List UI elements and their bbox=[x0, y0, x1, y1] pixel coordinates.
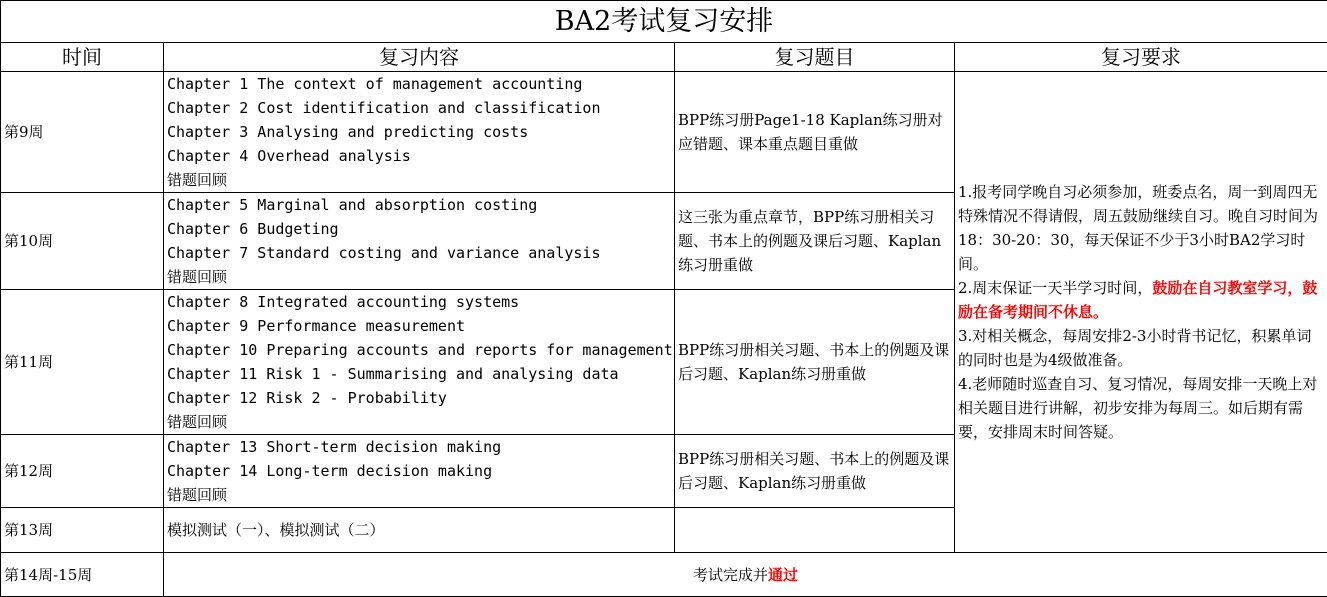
content-line: Chapter 6 Budgeting bbox=[167, 217, 671, 241]
content-cell bbox=[164, 72, 675, 193]
content-line: 错题回顾 bbox=[167, 168, 671, 192]
content-line: Chapter 8 Integrated accounting systems bbox=[167, 290, 671, 314]
content-line: Chapter 2 Cost identification and classification bbox=[167, 96, 671, 120]
final-row-text bbox=[164, 553, 1327, 597]
requirement-item-2 bbox=[958, 276, 1324, 324]
requirement-item-2-highlight: 鼓励在自习教室学习，鼓励在备考期间不休息。 bbox=[958, 279, 1317, 321]
header-requirements: 复习要求 bbox=[955, 43, 1327, 72]
week-cell: 第13周 bbox=[1, 508, 164, 553]
exercises-cell: BPP练习册相关习题、书本上的例题及课后习题、Kaplan练习册重做 bbox=[675, 290, 955, 435]
header-time: 时间 bbox=[1, 43, 164, 72]
content-cell bbox=[164, 290, 675, 435]
content-line: Chapter 1 The context of management accounting bbox=[167, 72, 671, 96]
content-cell bbox=[164, 508, 675, 553]
content-cell bbox=[164, 435, 675, 508]
week-cell: 第10周 bbox=[1, 193, 164, 290]
content-line: 错题回顾 bbox=[167, 483, 671, 507]
content-line: Chapter 13 Short-term decision making bbox=[167, 435, 671, 459]
requirement-item-4: 4.老师随时巡查自习、复习情况，每周安排一天晚上对相关题目进行讲解，初步安排为每周三。如后期有需要，安排周末时间答疑。 bbox=[958, 372, 1324, 444]
content-line: Chapter 7 Standard costing and variance analysis bbox=[167, 241, 671, 265]
week-cell: 第14周-15周 bbox=[1, 553, 164, 597]
exercises-cell: BPP练习册相关习题、书本上的例题及课后习题、Kaplan练习册重做 bbox=[675, 435, 955, 508]
header-content: 复习内容 bbox=[164, 43, 675, 72]
content-line: 错题回顾 bbox=[167, 410, 671, 434]
exercises-cell bbox=[675, 508, 955, 553]
content-line: 模拟测试（一）、模拟测试（二） bbox=[167, 518, 671, 542]
week-cell: 第9周 bbox=[1, 72, 164, 193]
week-cell: 第12周 bbox=[1, 435, 164, 508]
requirement-item-3: 3.对相关概念，每周安排2-3小时背书记忆，积累单词的同时也是为4级做准备。 bbox=[958, 324, 1324, 372]
content-line: Chapter 14 Long-term decision making bbox=[167, 459, 671, 483]
content-line: Chapter 9 Performance measurement bbox=[167, 314, 671, 338]
final-row-prefix: 考试完成并 bbox=[693, 566, 768, 584]
header-exercises: 复习题目 bbox=[675, 43, 955, 72]
content-line: Chapter 10 Preparing accounts and reports for management bbox=[167, 338, 671, 362]
header-row bbox=[1, 43, 1327, 72]
table-row bbox=[1, 72, 1327, 193]
content-line: Chapter 5 Marginal and absorption costing bbox=[167, 193, 671, 217]
requirements-cell bbox=[955, 72, 1327, 553]
content-line: 错题回顾 bbox=[167, 265, 671, 289]
exercises-cell: BPP练习册Page1-18 Kaplan练习册对应错题、课本重点题目重做 bbox=[675, 72, 955, 193]
exercises-cell: 这三张为重点章节，BPP练习册相关习题、书本上的例题及课后习题、Kaplan练习册重做 bbox=[675, 193, 955, 290]
requirement-item-2-text: 2.周末保证一天半学习时间， bbox=[958, 279, 1152, 297]
content-line: Chapter 11 Risk 1 - Summarising and analysing data bbox=[167, 362, 671, 386]
content-line: Chapter 4 Overhead analysis bbox=[167, 144, 671, 168]
content-line: Chapter 12 Risk 2 - Probability bbox=[167, 386, 671, 410]
page-title: BA2考试复习安排 bbox=[1, 1, 1327, 43]
week-cell: 第11周 bbox=[1, 290, 164, 435]
content-line: Chapter 3 Analysing and predicting costs bbox=[167, 120, 671, 144]
final-row-highlight: 通过 bbox=[768, 566, 798, 584]
requirement-item-1: 1.报考同学晚自习必须参加，班委点名，周一到周四无特殊情况不得请假，周五鼓励继续自习。晚自习时间为18：30-20：30，每天保证不少于3小时BA2学习时间。 bbox=[958, 180, 1324, 276]
title-row bbox=[1, 1, 1327, 43]
content-cell bbox=[164, 193, 675, 290]
final-row bbox=[1, 553, 1327, 597]
